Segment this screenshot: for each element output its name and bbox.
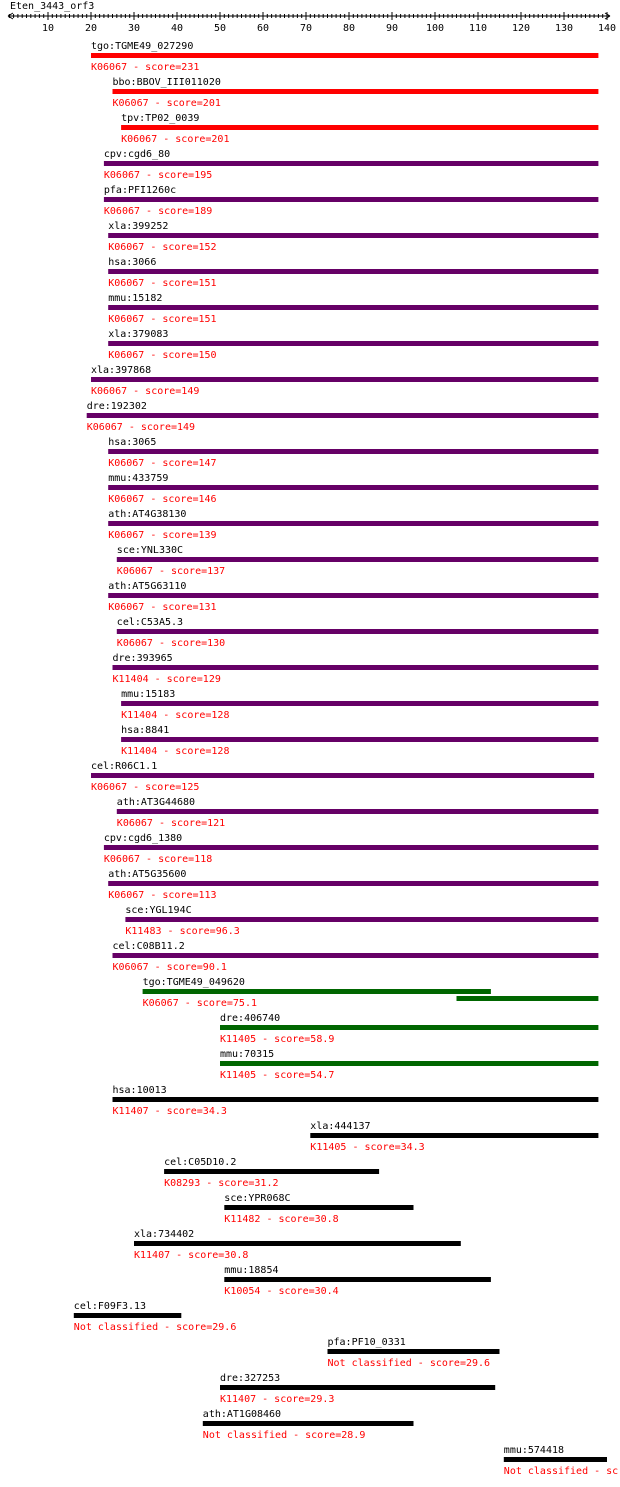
hit-name: hsa:3065 (108, 437, 157, 448)
ruler-tick-label: 110 (468, 23, 488, 34)
hit-name: sce:YNL330C (116, 545, 184, 556)
hit-row (87, 401, 599, 433)
hit-score-label: K08293 - score=31.2 (164, 1178, 279, 1189)
hit-row (125, 905, 598, 937)
hit-bar[interactable] (310, 1133, 598, 1138)
hit-row (224, 1193, 413, 1225)
hit-bar[interactable] (220, 1385, 495, 1390)
hit-bar[interactable] (117, 557, 599, 562)
hit-name: xla:397868 (91, 365, 152, 376)
hit-row (74, 1301, 237, 1333)
hit-score-label: K06067 - score=201 (112, 98, 221, 109)
hit-row (113, 941, 599, 973)
hit-name: hsa:10013 (112, 1085, 167, 1096)
hit-bar[interactable] (117, 809, 599, 814)
hit-name: dre:192302 (86, 401, 147, 412)
hit-bar[interactable] (134, 1241, 461, 1246)
hit-bar[interactable] (104, 161, 599, 166)
hit-row (117, 545, 599, 577)
hit-bar[interactable] (113, 953, 599, 958)
hit-score-label: K11404 - score=129 (112, 674, 221, 685)
hit-name: mmu:15183 (121, 689, 176, 700)
hit-score-label: K06067 - score=137 (116, 566, 226, 577)
hit-row (134, 1229, 461, 1261)
hit-name: ath:AT3G44680 (116, 797, 196, 808)
hit-score-label: K06067 - score=121 (116, 818, 226, 829)
hit-score-label: Not classified - score=28.9 (202, 1430, 366, 1441)
hit-name: ath:AT4G38130 (108, 509, 187, 520)
hit-bar[interactable] (220, 1061, 598, 1066)
hit-name: ath:AT5G63110 (108, 581, 187, 592)
hit-row (328, 1337, 500, 1369)
hit-bar[interactable] (108, 521, 598, 526)
hit-row (108, 221, 598, 253)
hit-bar[interactable] (113, 1097, 599, 1102)
hit-bar[interactable] (113, 665, 599, 670)
hit-row (108, 869, 598, 901)
hit-score-label: K11407 - score=30.8 (134, 1250, 249, 1261)
hit-score-label: K06067 - score=118 (103, 854, 213, 865)
hit-bar[interactable] (108, 881, 598, 886)
hit-name: xla:379083 (108, 329, 169, 340)
hit-row (117, 797, 599, 829)
hit-row (104, 149, 599, 181)
hit-score-label: K11483 - score=96.3 (125, 926, 240, 937)
hit-bar[interactable] (117, 629, 599, 634)
hit-name: sce:YPR068C (224, 1193, 291, 1204)
hit-name: mmu:574418 (503, 1445, 565, 1456)
hit-row (113, 653, 599, 685)
hit-name: xla:444137 (310, 1121, 371, 1132)
ruler-tick-label: 60 (256, 23, 270, 34)
hit-bar[interactable] (328, 1349, 500, 1354)
hit-row (121, 725, 598, 757)
hit-row (91, 365, 598, 397)
hit-row (113, 1085, 599, 1117)
hit-score-label: K11407 - score=29.3 (220, 1394, 335, 1405)
hit-score-label: Not classified - score=29.6 (73, 1322, 237, 1333)
hit-name: mmu:15182 (108, 293, 163, 304)
hit-row (121, 689, 598, 721)
hit-score-label: Not classified - score=29.6 (327, 1358, 491, 1369)
hit-score-label: K11405 - score=58.9 (220, 1034, 335, 1045)
ruler-tick-label: 20 (84, 23, 98, 34)
ruler-tick-label: 130 (554, 23, 574, 34)
hit-score-label: K06067 - score=189 (103, 206, 213, 217)
hit-score-label: K06067 - score=151 (108, 278, 217, 289)
hit-name: dre:393965 (112, 653, 173, 664)
hit-score-label: K06067 - score=130 (116, 638, 226, 649)
ruler-tick-label: 70 (299, 23, 313, 34)
hit-name: ath:AT1G08460 (202, 1409, 282, 1420)
hit-bar[interactable] (104, 845, 599, 850)
position-ruler (8, 12, 616, 34)
hit-name: cel:C53A5.3 (116, 617, 184, 628)
ruler-tick-label: 90 (385, 23, 399, 34)
hit-bar[interactable] (108, 269, 598, 274)
hit-score-label: K06067 - score=75.1 (142, 998, 257, 1009)
ruler-tick-label: 50 (213, 23, 227, 34)
hit-bar[interactable] (125, 917, 598, 922)
hit-score-label: K06067 - score=195 (103, 170, 213, 181)
hit-name: mmu:18854 (224, 1265, 279, 1276)
hit-bar[interactable] (87, 413, 599, 418)
hit-row (220, 1373, 495, 1405)
hit-row (310, 1121, 598, 1153)
hit-name: ath:AT5G35600 (108, 869, 187, 880)
hit-score-label: K06067 - score=90.1 (112, 962, 227, 973)
hit-name: xla:734402 (134, 1229, 195, 1240)
hit-name: dre:406740 (220, 1013, 281, 1024)
hit-bar[interactable] (108, 341, 598, 346)
hit-row (108, 257, 598, 289)
hit-row (91, 41, 598, 73)
hit-name: mmu:70315 (220, 1049, 275, 1060)
hit-name: dre:327253 (220, 1373, 281, 1384)
hit-bar[interactable] (113, 89, 599, 94)
hit-bar[interactable] (104, 197, 599, 202)
hit-score-label: K06067 - score=149 (91, 386, 200, 397)
hit-score-label: K06067 - score=113 (108, 890, 217, 901)
hit-row (108, 293, 598, 325)
hit-score-label: K11482 - score=30.8 (224, 1214, 339, 1225)
hit-name: cel:F09F3.13 (73, 1301, 147, 1312)
hit-score-label: K06067 - score=201 (121, 134, 230, 145)
hit-name: cel:C08B11.2 (112, 941, 185, 952)
ruler-tick-label: 100 (425, 23, 445, 34)
hit-bar[interactable] (504, 1457, 607, 1462)
ruler-tick-label: 10 (41, 23, 55, 34)
hit-name: pfa:PFI1260c (103, 185, 177, 196)
hit-name: xla:399252 (108, 221, 169, 232)
hit-name: cel:R06C1.1 (91, 761, 158, 772)
hit-bar[interactable] (203, 1421, 414, 1426)
hit-name: hsa:8841 (121, 725, 170, 736)
hit-row (220, 1013, 598, 1045)
hit-row (104, 833, 599, 865)
hit-bar[interactable] (121, 737, 598, 742)
hit-name: bbo:BBOV_III011020 (112, 77, 221, 88)
hit-row (143, 977, 599, 1009)
hit-score-label: K06067 - score=139 (108, 530, 217, 541)
hit-name: tpv:TP02_0039 (121, 113, 200, 124)
hit-row (108, 329, 598, 361)
hit-bar[interactable] (164, 1169, 379, 1174)
hit-name: pfa:PF10_0331 (327, 1337, 406, 1348)
query-title: Eten_3443_orf3 (10, 1, 95, 12)
ruler-tick-label: 30 (127, 23, 141, 34)
hit-row (113, 77, 599, 109)
hit-bar[interactable] (108, 233, 598, 238)
hit-row (224, 1265, 491, 1297)
hit-row (104, 185, 599, 217)
hit-name: mmu:433759 (108, 473, 169, 484)
hit-bar[interactable] (224, 1277, 491, 1282)
hit-row (91, 761, 594, 793)
hit-bar[interactable] (108, 449, 598, 454)
hit-score-label: K11404 - score=128 (121, 710, 230, 721)
hit-bar[interactable] (108, 305, 598, 310)
hit-list (74, 41, 618, 1477)
ruler-tick-label: 80 (342, 23, 356, 34)
hit-row (108, 509, 598, 541)
hit-name: sce:YGL194C (125, 905, 192, 916)
hit-row (203, 1409, 414, 1441)
ruler-tick-label: 120 (511, 23, 531, 34)
hit-bar[interactable] (91, 377, 598, 382)
hit-name: tgo:TGME49_027290 (91, 41, 194, 52)
hit-bar[interactable] (91, 773, 594, 778)
hit-score-label: K11405 - score=54.7 (220, 1070, 335, 1081)
hit-score-label: K06067 - score=149 (86, 422, 196, 433)
hit-row (108, 581, 598, 613)
hit-score-label: K06067 - score=131 (108, 602, 217, 613)
hit-bar[interactable] (220, 1025, 598, 1030)
hit-score-label: K11404 - score=128 (121, 746, 230, 757)
hit-row (117, 617, 599, 649)
hit-score-label: K11407 - score=34.3 (112, 1106, 227, 1117)
hit-score-label: K06067 - score=147 (108, 458, 217, 469)
hit-score-label: K06067 - score=146 (108, 494, 217, 505)
hit-bar[interactable] (121, 701, 598, 706)
hit-row (164, 1157, 379, 1189)
hit-name: hsa:3066 (108, 257, 157, 268)
hit-bar[interactable] (74, 1313, 182, 1318)
hit-name: cpv:cgd6_80 (103, 149, 171, 160)
hit-name: cel:C05D10.2 (164, 1157, 237, 1168)
hit-name: cpv:cgd6_1380 (103, 833, 183, 844)
hit-score-label: K11405 - score=34.3 (310, 1142, 425, 1153)
hit-row (121, 113, 598, 145)
hit-bar[interactable] (108, 485, 598, 490)
hit-score-label: K06067 - score=150 (108, 350, 217, 361)
hit-bar[interactable] (108, 593, 598, 598)
hit-bar[interactable] (224, 1205, 413, 1210)
hit-row (220, 1049, 598, 1081)
hit-score-label: Not classified - sc (503, 1466, 619, 1477)
hit-score-label: K06067 - score=151 (108, 314, 217, 325)
hit-row (504, 1445, 618, 1477)
hit-bar[interactable] (457, 996, 599, 1001)
hit-score-label: K06067 - score=231 (91, 62, 200, 73)
hit-bar[interactable] (143, 989, 491, 994)
hit-bar[interactable] (121, 125, 598, 130)
hit-row (108, 473, 598, 505)
ruler-tick-label: 140 (597, 23, 617, 34)
hit-row (108, 437, 598, 469)
ruler-tick-label: 40 (170, 23, 184, 34)
hit-score-label: K06067 - score=152 (108, 242, 217, 253)
hit-bar[interactable] (91, 53, 598, 58)
hit-score-label: K06067 - score=125 (91, 782, 200, 793)
hit-score-label: K10054 - score=30.4 (224, 1286, 339, 1297)
hit-name: tgo:TGME49_049620 (142, 977, 245, 988)
